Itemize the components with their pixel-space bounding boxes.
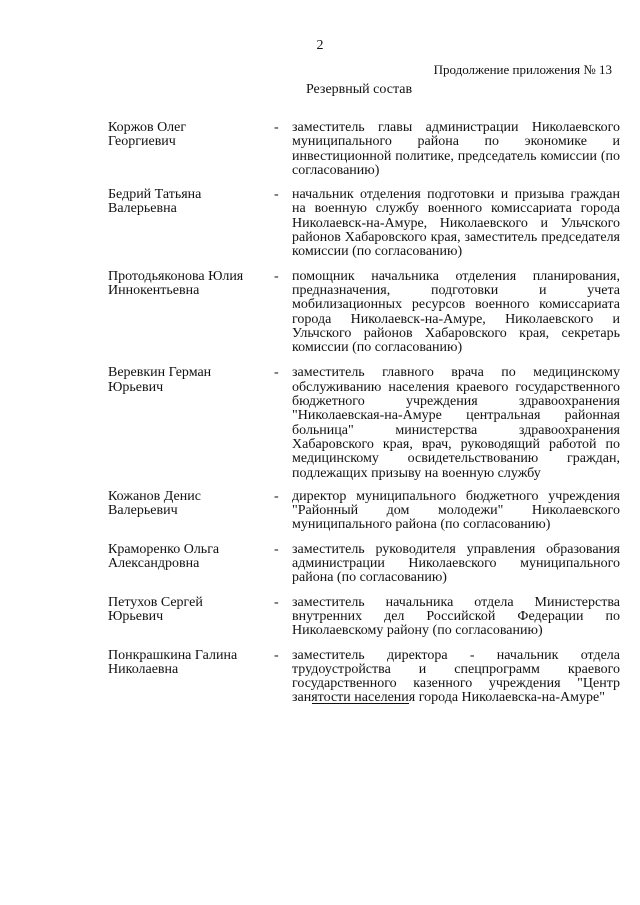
closing-rule bbox=[312, 703, 409, 704]
member-position: помощник начальника отделения планирования, предназначения, подготовки и учета мобилизационных ресурсов военного комиссариата города Николаевск-на-Амуре, Николаевского и Ульчского районов Хабаровского края, секретарь комиссии (по согласованию) bbox=[292, 268, 620, 356]
member-name: Коржов Олег Георгиевич bbox=[108, 120, 187, 150]
member-name: Протодьяконова Юлия Иннокентьевна bbox=[108, 268, 244, 298]
member-position: заместитель главного врача по медицинскому обслуживанию населения краевого государственного бюджетного учреждения здравоохранения "Николаевская-на-Амуре центральная районная больница" министерства здравоохранения Хабаровского края, врач, руководящий работой по медицинскому освидетельствованию граждан, подлежащих призыву на военную службу bbox=[292, 365, 620, 481]
member-position: заместитель главы администрации Николаевского муниципального района по экономике и инвестиционной политике, председатель комиссии (по согласованию) bbox=[292, 120, 620, 178]
member-entry bbox=[108, 647, 620, 706]
member-name: Петухов Сергей Юрьевич bbox=[108, 594, 203, 624]
member-dash: - bbox=[274, 365, 279, 381]
member-name: Понкрашкина Галина Николаевна bbox=[108, 647, 238, 677]
member-position: директор муниципального бюджетного учреждения "Районный дом молодежи" Николаевского муниципального района (по согласованию) bbox=[292, 488, 620, 533]
member-entry bbox=[108, 268, 620, 356]
member-position: заместитель директора - начальник отдела трудоустройства и спецпрограмм краевого государственного казенного учреждения "Центр занятости населения города Николаевска-на-Амуре" bbox=[292, 647, 620, 706]
member-entry bbox=[108, 594, 620, 639]
members-list bbox=[108, 120, 620, 706]
member-entry bbox=[108, 488, 620, 533]
member-name: Бедрий Татьяна Валерьевна bbox=[108, 187, 202, 217]
member-dash: - bbox=[274, 488, 279, 504]
section-title: Резервный состав bbox=[305, 82, 413, 97]
member-entry bbox=[108, 365, 620, 481]
member-dash: - bbox=[274, 187, 279, 203]
member-dash: - bbox=[274, 647, 279, 663]
appendix-continuation-note: Продолжение приложения № 13 bbox=[433, 62, 612, 77]
member-entry bbox=[108, 541, 620, 586]
member-position: заместитель руководителя управления образования администрации Николаевского муниципального района (по согласованию) bbox=[292, 541, 620, 586]
member-name: Веревкин Герман Юрьевич bbox=[108, 365, 212, 395]
member-entry bbox=[108, 187, 620, 260]
member-name: Кожанов Денис Валерьевич bbox=[108, 488, 201, 519]
member-position: начальник отделения подготовки и призыва граждан на военную службу военного комиссариата города Николаевск-на-Амуре, Николаевского и Ульчского районов Хабаровского края, заместитель председателя комиссии (по согласованию) bbox=[292, 187, 620, 260]
member-dash: - bbox=[274, 594, 279, 610]
member-dash: - bbox=[274, 541, 279, 557]
member-name: Краморенко Ольга Александровна bbox=[108, 541, 220, 572]
member-position: заместитель начальника отдела Министерства внутренних дел Российской Федерации по Николаевскому району (по согласованию) bbox=[292, 594, 620, 639]
member-dash: - bbox=[274, 268, 279, 284]
member-dash: - bbox=[274, 120, 279, 135]
page-number: 2 bbox=[316, 38, 324, 53]
member-entry bbox=[108, 120, 620, 178]
